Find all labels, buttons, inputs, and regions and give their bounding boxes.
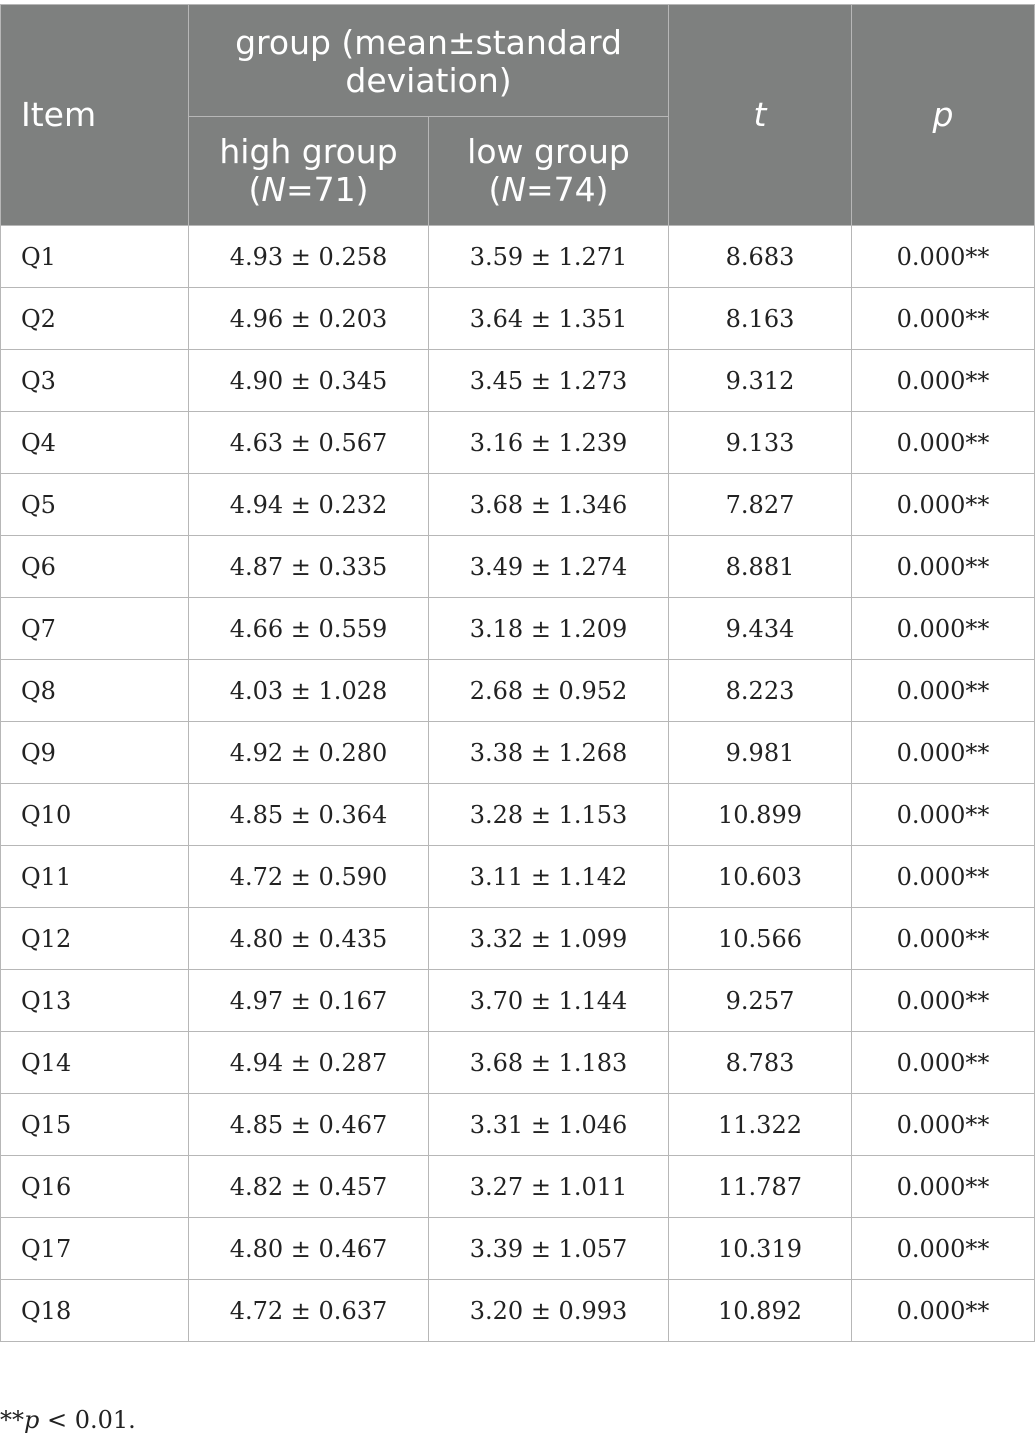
low-group-label: low group	[467, 132, 630, 171]
table-row	[1, 1094, 1035, 1156]
item-cell: Q5	[1, 474, 189, 536]
t-value-cell: 11.787	[669, 1156, 852, 1218]
high-group-cell: 4.96 ± 0.203	[189, 288, 429, 350]
high-open-paren: (	[248, 170, 262, 209]
p-value-cell: 0.000**	[852, 722, 1035, 784]
item-cell: Q9	[1, 722, 189, 784]
high-group-cell: 4.93 ± 0.258	[189, 226, 429, 288]
t-value-cell: 7.827	[669, 474, 852, 536]
item-cell: Q8	[1, 660, 189, 722]
item-cell: Q13	[1, 970, 189, 1032]
item-cell: Q2	[1, 288, 189, 350]
high-group-cell: 4.97 ± 0.167	[189, 970, 429, 1032]
high-n-var: N	[261, 170, 287, 209]
table-header	[1, 5, 1035, 226]
t-value-cell: 8.163	[669, 288, 852, 350]
high-group-cell: 4.94 ± 0.232	[189, 474, 429, 536]
item-cell: Q12	[1, 908, 189, 970]
p-value-cell: 0.000**	[852, 412, 1035, 474]
low-n-var: N	[501, 170, 527, 209]
item-cell: Q15	[1, 1094, 189, 1156]
low-group-cell: 3.59 ± 1.271	[429, 226, 669, 288]
low-group-cell: 3.38 ± 1.268	[429, 722, 669, 784]
table-row	[1, 784, 1035, 846]
table-row	[1, 598, 1035, 660]
high-group-cell: 4.87 ± 0.335	[189, 536, 429, 598]
p-value-cell: 0.000**	[852, 226, 1035, 288]
table-row	[1, 660, 1035, 722]
p-value-cell: 0.000**	[852, 784, 1035, 846]
p-value-cell: 0.000**	[852, 536, 1035, 598]
low-group-cell: 3.28 ± 1.153	[429, 784, 669, 846]
t-value-cell: 8.783	[669, 1032, 852, 1094]
group-header-line1: group (mean±standard	[235, 22, 622, 62]
high-group-cell: 4.80 ± 0.467	[189, 1218, 429, 1280]
group-column-header	[189, 5, 669, 117]
p-value-cell: 0.000**	[852, 350, 1035, 412]
low-group-cell: 2.68 ± 0.952	[429, 660, 669, 722]
t-value-cell: 9.981	[669, 722, 852, 784]
t-value-cell: 8.881	[669, 536, 852, 598]
low-group-cell: 3.20 ± 0.993	[429, 1280, 669, 1342]
table-row	[1, 1156, 1035, 1218]
high-group-cell: 4.03 ± 1.028	[189, 660, 429, 722]
high-group-cell: 4.90 ± 0.345	[189, 350, 429, 412]
p-value-cell: 0.000**	[852, 970, 1035, 1032]
high-group-header	[189, 117, 429, 226]
item-cell: Q16	[1, 1156, 189, 1218]
item-cell: Q1	[1, 226, 189, 288]
table-row	[1, 536, 1035, 598]
low-group-cell: 3.16 ± 1.239	[429, 412, 669, 474]
high-group-cell: 4.85 ± 0.467	[189, 1094, 429, 1156]
high-group-cell: 4.72 ± 0.590	[189, 846, 429, 908]
table-row	[1, 908, 1035, 970]
low-n-value: =74)	[526, 170, 609, 209]
p-value-cell: 0.000**	[852, 1156, 1035, 1218]
p-value-cell: 0.000**	[852, 1094, 1035, 1156]
low-group-cell: 3.49 ± 1.274	[429, 536, 669, 598]
p-value-cell: 0.000**	[852, 908, 1035, 970]
t-value-cell: 10.319	[669, 1218, 852, 1280]
footnote-stars: **	[0, 1406, 24, 1434]
t-value-cell: 11.322	[669, 1094, 852, 1156]
t-value-cell: 10.892	[669, 1280, 852, 1342]
table-row	[1, 722, 1035, 784]
low-group-header	[429, 117, 669, 226]
item-cell: Q14	[1, 1032, 189, 1094]
high-group-cell: 4.80 ± 0.435	[189, 908, 429, 970]
table-row	[1, 1218, 1035, 1280]
table-row	[1, 474, 1035, 536]
p-value-cell: 0.000**	[852, 474, 1035, 536]
table-row	[1, 970, 1035, 1032]
t-value-cell: 9.257	[669, 970, 852, 1032]
t-value-cell: 10.899	[669, 784, 852, 846]
table-row	[1, 226, 1035, 288]
item-cell: Q10	[1, 784, 189, 846]
footnote-p-var: p	[24, 1406, 40, 1434]
high-group-cell: 4.94 ± 0.287	[189, 1032, 429, 1094]
t-value-cell: 10.566	[669, 908, 852, 970]
item-cell: Q17	[1, 1218, 189, 1280]
high-group-cell: 4.85 ± 0.364	[189, 784, 429, 846]
low-group-cell: 3.18 ± 1.209	[429, 598, 669, 660]
table-row	[1, 1032, 1035, 1094]
item-column-header: Item	[1, 5, 189, 226]
table-row	[1, 412, 1035, 474]
p-value-cell: 0.000**	[852, 1218, 1035, 1280]
p-value-cell: 0.000**	[852, 288, 1035, 350]
t-column-header: t	[669, 5, 852, 226]
t-value-cell: 10.603	[669, 846, 852, 908]
low-group-cell: 3.31 ± 1.046	[429, 1094, 669, 1156]
high-group-cell: 4.66 ± 0.559	[189, 598, 429, 660]
item-cell: Q4	[1, 412, 189, 474]
t-value-cell: 8.223	[669, 660, 852, 722]
p-column-header: p	[852, 5, 1035, 226]
item-cell: Q11	[1, 846, 189, 908]
header-row-top	[1, 5, 1035, 117]
t-value-cell: 8.683	[669, 226, 852, 288]
item-cell: Q6	[1, 536, 189, 598]
low-group-cell: 3.11 ± 1.142	[429, 846, 669, 908]
low-group-cell: 3.68 ± 1.183	[429, 1032, 669, 1094]
table-row	[1, 1280, 1035, 1342]
footnote-text: < 0.01.	[39, 1406, 136, 1434]
table-row	[1, 288, 1035, 350]
p-value-cell: 0.000**	[852, 598, 1035, 660]
low-group-cell: 3.70 ± 1.144	[429, 970, 669, 1032]
t-value-cell: 9.133	[669, 412, 852, 474]
p-value-cell: 0.000**	[852, 846, 1035, 908]
high-group-cell: 4.63 ± 0.567	[189, 412, 429, 474]
footnote	[0, 1406, 136, 1434]
p-value-cell: 0.000**	[852, 1032, 1035, 1094]
high-group-cell: 4.82 ± 0.457	[189, 1156, 429, 1218]
high-group-cell: 4.72 ± 0.637	[189, 1280, 429, 1342]
p-value-cell: 0.000**	[852, 660, 1035, 722]
t-value-cell: 9.312	[669, 350, 852, 412]
results-table	[0, 4, 1035, 1342]
group-header-line2: deviation)	[345, 60, 512, 100]
low-open-paren: (	[488, 170, 502, 209]
low-group-cell: 3.27 ± 1.011	[429, 1156, 669, 1218]
low-group-cell: 3.64 ± 1.351	[429, 288, 669, 350]
low-group-cell: 3.68 ± 1.346	[429, 474, 669, 536]
high-n-value: =71)	[286, 170, 369, 209]
item-cell: Q7	[1, 598, 189, 660]
low-group-cell: 3.32 ± 1.099	[429, 908, 669, 970]
table-row	[1, 846, 1035, 908]
low-group-cell: 3.39 ± 1.057	[429, 1218, 669, 1280]
table-row	[1, 350, 1035, 412]
high-group-cell: 4.92 ± 0.280	[189, 722, 429, 784]
table-body	[1, 226, 1035, 1342]
t-value-cell: 9.434	[669, 598, 852, 660]
high-group-label: high group	[219, 132, 398, 171]
p-value-cell: 0.000**	[852, 1280, 1035, 1342]
item-cell: Q3	[1, 350, 189, 412]
low-group-cell: 3.45 ± 1.273	[429, 350, 669, 412]
item-cell: Q18	[1, 1280, 189, 1342]
